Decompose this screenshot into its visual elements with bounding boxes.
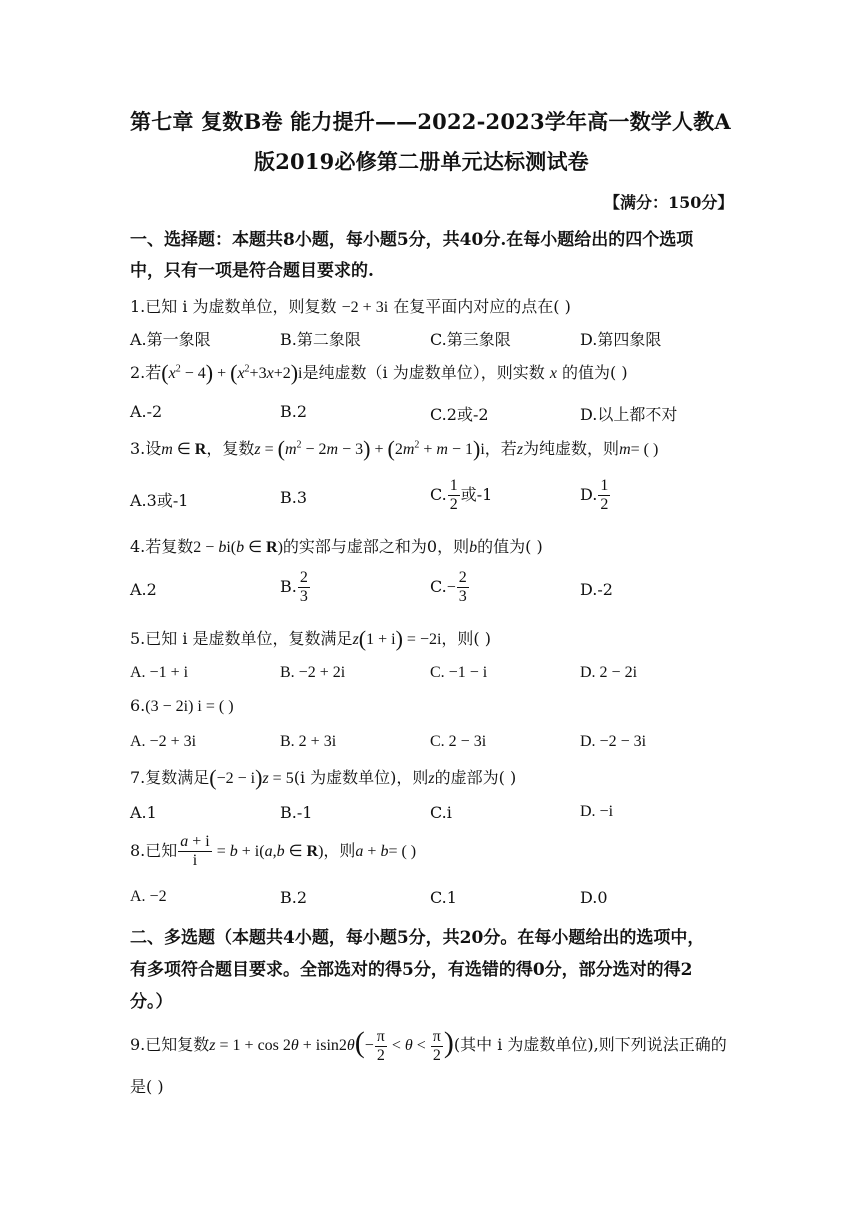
- q6-stem: 6.: [130, 696, 146, 715]
- q1-option-d[interactable]: D.第四象限: [580, 330, 662, 349]
- q3-stem: 3.设: [130, 439, 162, 458]
- q7-option-d[interactable]: D. −i: [580, 803, 614, 820]
- q5-option-d[interactable]: D. 2 − 2i: [580, 664, 638, 681]
- q1-option-a[interactable]: A.第一象限: [130, 330, 211, 349]
- question-8: [130, 834, 416, 869]
- section-2-line-3: 分。）: [130, 992, 173, 1012]
- q3-option-d-label: D.: [580, 485, 598, 504]
- q4-option-a[interactable]: A.2: [130, 580, 157, 599]
- q4-option-b-label: B.: [280, 577, 297, 596]
- q9-stem-line-2: 是( ): [130, 1077, 164, 1096]
- question-7: [130, 765, 516, 791]
- q5-stem: 5.已知 i 是虚数单位，复数满足: [130, 629, 353, 648]
- q1-option-b[interactable]: B.第二象限: [280, 330, 361, 349]
- q7-option-c[interactable]: C.i: [430, 803, 452, 822]
- q3-option-d[interactable]: [580, 478, 611, 513]
- q8-sum: a + b: [355, 843, 389, 860]
- q4-stem-mid: 的实部与虚部之和为0，则: [282, 537, 470, 556]
- question-1: [130, 294, 571, 317]
- q5-option-a[interactable]: A. −1 + i: [130, 664, 189, 681]
- q3-option-c-fraction: $\frac{1}{2}$: [449, 477, 458, 513]
- q7-stem-mid: (i 为虚数单位)，则: [293, 768, 429, 787]
- q7-stem-end: 的虚部为( ): [434, 768, 517, 787]
- q7-var-z: z: [428, 770, 435, 787]
- q2-option-a[interactable]: A.-2: [130, 402, 163, 421]
- q2-expr: $(x^2 - 4) + (x^2+3x+2)i$: [161, 360, 303, 385]
- full-score: 【满分：150分】: [604, 193, 734, 212]
- q4-option-b-fraction: $\frac{2}{3}$: [299, 569, 308, 605]
- q3-stem-mid: ，复数: [206, 439, 255, 458]
- title-line-2: 版2019必修第二册单元达标测试卷: [254, 149, 589, 174]
- title-line-1: 第七章 复数B卷 能力提升——2022-2023学年高一数学人教A: [130, 109, 731, 134]
- q3-stem-mid3: 为纯虚数，则: [523, 439, 620, 458]
- q6-option-a[interactable]: A. −2 + 3i: [130, 733, 197, 750]
- question-9: [130, 1026, 727, 1064]
- section-1-line-2: 中，只有一项是符合题目要求的.: [130, 261, 374, 281]
- q2-option-b[interactable]: B.2: [280, 402, 308, 421]
- q5-option-b[interactable]: B. −2 + 2i: [280, 664, 346, 681]
- q4-option-c[interactable]: C.− $\frac{2}{3}$: [430, 569, 467, 605]
- q3-expr: $z = (m^2 - 2m - 3) + (2m^2 + m - 1)i$: [254, 436, 485, 461]
- q4-var-b: b: [469, 539, 478, 556]
- q4-option-c-fraction: $\frac{2}{3}$: [458, 569, 467, 605]
- q6-option-c[interactable]: C. 2 − 3i: [430, 733, 487, 750]
- q2-stem: 2.若: [130, 363, 162, 382]
- question-4: [130, 534, 543, 557]
- q8-option-b[interactable]: B.2: [280, 888, 308, 907]
- q3-option-c-label: C.: [430, 485, 447, 504]
- q2-stem-mid: 是纯虚数（i 为虚数单位），则实数: [302, 363, 545, 382]
- q2-var-x: x: [549, 365, 557, 382]
- q7-option-a[interactable]: A.1: [130, 803, 157, 822]
- q5-option-c[interactable]: C. −1 − i: [430, 664, 488, 681]
- q8-expr: = b + i(a,b ∈ R): [212, 843, 324, 860]
- q6-option-d[interactable]: D. −2 − 3i: [580, 733, 647, 750]
- q3-option-d-fraction: $\frac{1}{2}$: [600, 477, 609, 513]
- q8-option-c[interactable]: C.1: [430, 888, 457, 907]
- q9-expr: z = 1 + cos 2θ + isin2θ(− $\frac{\pi}{2}$ < θ < $\frac{\pi}{2}$ ): [209, 1026, 454, 1064]
- q3-var-m: m: [619, 441, 631, 458]
- q8-fraction: $\frac{a + i}{i}$: [180, 833, 210, 869]
- q3-option-c[interactable]: [430, 478, 492, 513]
- q4-option-c-label: C.: [430, 577, 447, 596]
- section-1-line-1: 一、选择题：本题共8小题，每小题5分，共40分.在每小题给出的四个选项: [130, 230, 694, 250]
- q2-stem-end: 的值为( ): [562, 363, 628, 382]
- q9-stem: 9.已知复数: [130, 1035, 210, 1054]
- q5-stem-end: ，则( ): [441, 629, 491, 648]
- q1-option-c[interactable]: C.第三象限: [430, 330, 511, 349]
- q9-stem-end: (其中 i 为虚数单位),则下列说法正确的: [453, 1035, 727, 1054]
- q7-stem: 7.复数满足: [130, 768, 210, 787]
- q3-stem-end: = ( ): [630, 441, 659, 458]
- q7-option-b[interactable]: B.-1: [280, 803, 313, 822]
- q8-option-d[interactable]: D.0: [580, 888, 608, 907]
- q2-option-d[interactable]: D.以上都不对: [580, 405, 678, 424]
- section-2-line-2: 有多项符合题目要求。全部选对的得5分，有选错的得0分，部分选对的得2: [130, 960, 693, 980]
- q3-option-b[interactable]: B.3: [280, 488, 308, 507]
- q8-option-a[interactable]: A. −2: [130, 888, 167, 905]
- q6-option-b[interactable]: B. 2 + 3i: [280, 733, 337, 750]
- question-2: [130, 360, 628, 386]
- q2-option-c[interactable]: C.2或-2: [430, 405, 489, 424]
- q1-stem-end: 在复平面内对应的点在( ): [393, 297, 571, 316]
- q5-expr: z(1 + i) = −2i: [352, 626, 442, 651]
- question-5: [130, 626, 491, 652]
- q3-stem-mid2: ，若: [484, 439, 517, 458]
- q4-option-d[interactable]: D.-2: [580, 580, 613, 599]
- q3-option-a[interactable]: A.3或-1: [130, 491, 189, 510]
- q8-stem-mid: ，则: [323, 841, 356, 860]
- question-3: [130, 436, 658, 462]
- q4-expr: 2 − bi(b ∈ R): [193, 539, 283, 556]
- q3-set: m ∈ R: [161, 441, 207, 458]
- q8-stem-end: = ( ): [388, 843, 417, 860]
- q1-stem: 1.已知 i 为虚数单位，则复数: [130, 297, 337, 316]
- q4-stem-end: 的值为( ): [477, 537, 543, 556]
- q4-option-b[interactable]: [280, 570, 311, 605]
- q4-stem: 4.若复数: [130, 537, 194, 556]
- section-2-line-1: 二、多选题（本题共4小题，每小题5分，共20分。在每小题给出的选项中，: [130, 928, 705, 948]
- q8-stem: 8.已知: [130, 841, 178, 860]
- q7-expr: (−2 − i)z = 5: [209, 765, 294, 790]
- q6-expr: (3 − 2i) i = ( ): [145, 698, 234, 715]
- q3-var-z: z: [516, 441, 524, 458]
- question-6: [130, 696, 234, 716]
- q3-option-c-text: 或-1: [460, 485, 493, 504]
- q1-expr: −2 + 3i: [341, 299, 389, 316]
